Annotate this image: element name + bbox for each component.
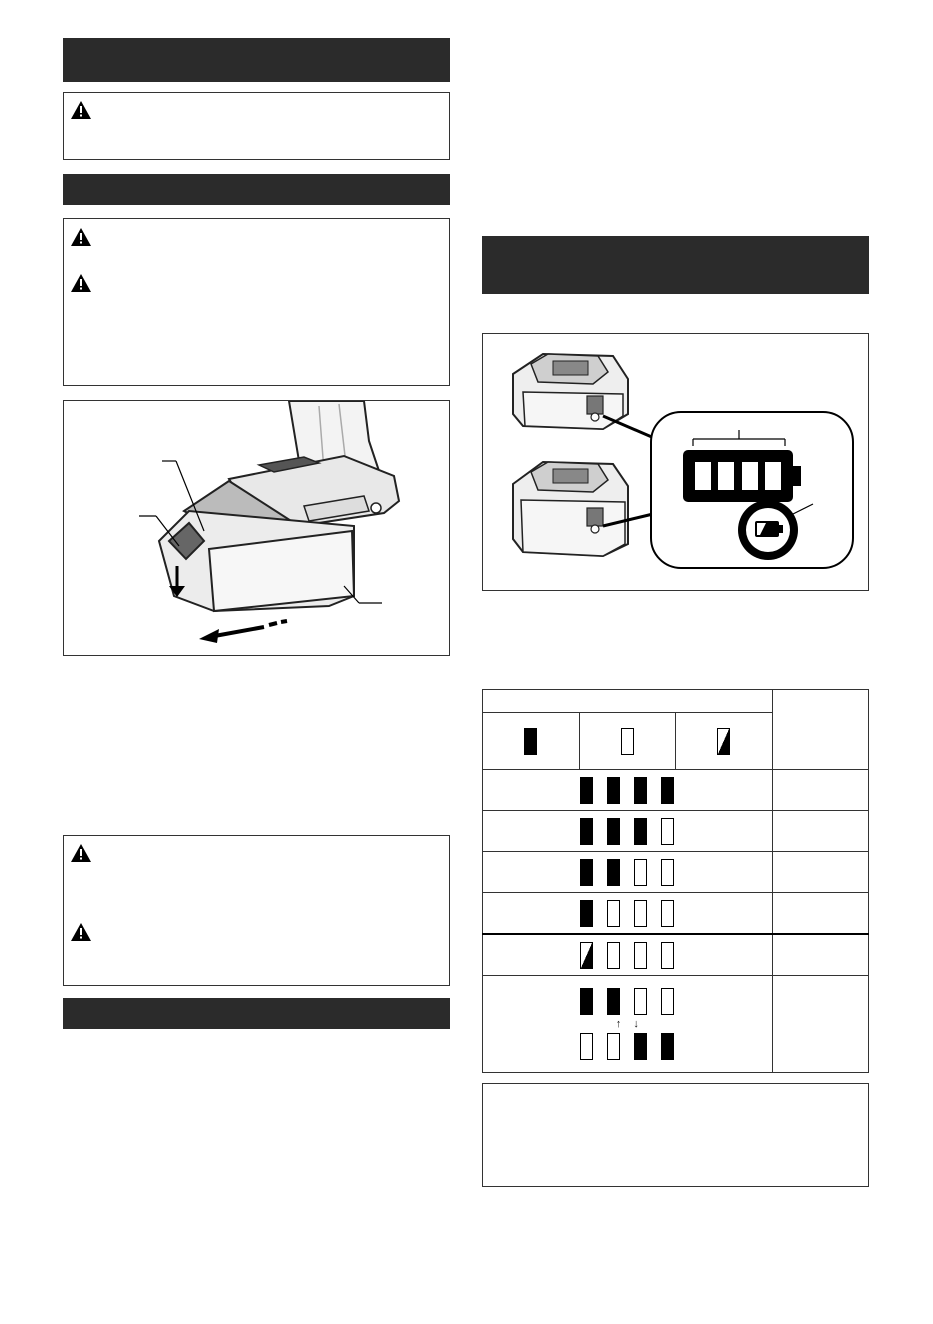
legend-lit xyxy=(483,713,580,770)
table-row xyxy=(483,811,869,852)
warning-icon xyxy=(70,843,92,863)
table-row-alternating xyxy=(483,976,869,1073)
table-row xyxy=(483,770,869,811)
legend-blinking xyxy=(676,713,773,770)
battery-indicator-table xyxy=(482,689,869,1073)
warning-box-2 xyxy=(63,218,450,386)
section-header-bar-4 xyxy=(63,998,450,1029)
note-box xyxy=(482,1083,869,1187)
figure-battery-indicator xyxy=(482,333,869,591)
lamp-lit-icon xyxy=(524,728,537,755)
section-header-bar-3 xyxy=(482,236,869,294)
arrow-down-icon: ↓ xyxy=(633,1018,639,1030)
legend-off xyxy=(579,713,676,770)
table-row xyxy=(483,852,869,893)
section-header-bar-1 xyxy=(63,38,450,82)
warning-icon xyxy=(70,227,92,247)
section-header-bar-2 xyxy=(63,174,450,205)
lamp-off-icon xyxy=(621,728,634,755)
battery-indicator-illustration xyxy=(483,334,868,590)
warning-box-3 xyxy=(63,835,450,986)
table-row xyxy=(483,893,869,935)
warning-icon xyxy=(70,100,92,120)
warning-icon xyxy=(70,922,92,942)
table-header-indicator xyxy=(483,690,773,713)
warning-box-1 xyxy=(63,92,450,160)
figure-battery-removal xyxy=(63,400,450,656)
table-header-remaining xyxy=(772,690,868,770)
table-row xyxy=(483,934,869,976)
warning-icon xyxy=(70,273,92,293)
drill-battery-illustration xyxy=(64,401,449,655)
arrow-up-icon: ↑ xyxy=(615,1018,622,1030)
lamp-blinking-icon xyxy=(717,728,730,755)
